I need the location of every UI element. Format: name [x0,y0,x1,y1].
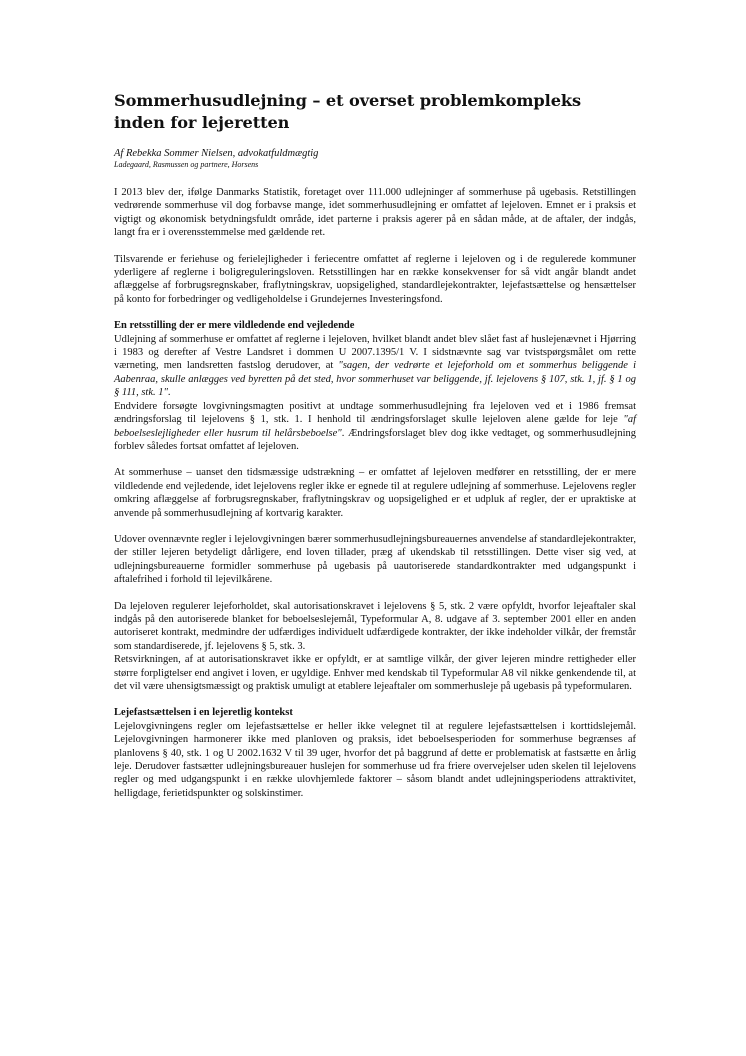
paragraph-vildledende: At sommerhuse – uanset den tidsmæssige udstrækning – er omfattet af lejeloven medfører en retsstilling, der er mere vildledende end vejledende, idet lejelovens regler ikke er egnede til at regulere udlejning af sommerhuse. Lejelovens regler omkring aflæggelse af forbrugsregnskaber, fraflytningskrav og uopsigelighed er et udpluk af regler, der er upraktiske at anvende på sommerhusudlejning af kortvarig karakter. [114,467,636,519]
court-quote: "sagen, der vedrørte et lejeforhold om et sommerhus beliggende i Aabenraa, skulle anlægges ved byretten på det sted, hvor sommerhuset var beliggende, jf. lejelovens § 107, stk. 1, jf. § 1 og § 111, stk. 1" [114,360,636,399]
section-heading-lejefastsaettelse: Lejefastsættelsen i en lejeretlig kontekst [114,707,293,719]
paragraph-aendringsforslag [114,400,636,454]
paragraph-retsvirkning: Retsvirkningen, af at autorisationskravet ikke er opfyldt, er at samtlige vilkår, der giver lejeren mindre rettigheder eller større forpligtelser end angivet i loven, er ugyldige. Enhver med kendskab til Typeformular A8 vil nikke genkendende til, at det vil være uhensigtsmæssigt og praktisk umuligt at etablere lejeaftaler om sommerhusleje på ugebasis på typeformularen. [114,654,636,692]
law-quote: "af beboelseslejligheder eller husrum til helårsbeboelse" [114,414,636,439]
paragraph-standardkontrakter: Udover ovennævnte regler i lejelovgivningen bærer sommerhusudlejningsbureauernes anvendelse af standardlejekontrakter, der stiller lejeren betydeligt dårligere, end loven tillader, præg af ukendskab til retsstillingen. Dette viser sig ved, at udlejningsbureauerne formidler sommerhuse på ugebasis på uautoriserede standardkontrakter med udgangspunkt i aftalefrihed i forhold til lejevilkårene. [114,533,636,586]
section-heading-retsstilling: En retsstilling der er mere vildledende end vejledende [114,320,355,332]
article-title: Sommerhusudlejning – et overset problemkompleks inden for lejeretten [114,91,582,132]
paragraph-udlejning-text: Udlejning af sommerhuse er omfattet af reglerne i lejeloven, hvilket blandt andet blev slået fast af huslejenævnet i Hjørring i 1983 og derefter af Vestre Landsret i dommen U 2007.1395/1 V. I sidstnævnte sag var tvistspørgsmålet om rette værneting, men landsretten fastslog derudover, at [114,333,636,372]
paragraph-aendringsforslag-text: Endvidere forsøgte lovgivningsmagten positivt at undtage sommerhusudlejning fra lejeloven ved et i 1986 fremsat ændringsforslag til lejelovens § 1, stk. 1. I henhold til ændringsforslaget skulle lejeloven alene gælde for leje [114,400,636,426]
article-affiliation: Ladegaard, Rasmussen og partnere, Horsens [114,160,259,169]
paragraph-intro: I 2013 blev der, ifølge Danmarks Statistik, foretaget over 111.000 udlejninger af sommerhuse på ugebasis. Retstillingen vedrørende sommerhuse vil dog forbavse mange, idet sommerhusudlejning er omfattet af lejeloven. Emnet er i praksis et vigtigt og økonomisk betydningsfuldt område, idet parterne i praksis agerer på en sådan måde, at de aftaler, der indgås, langt fra er i overensstemmelse med gældende ret. [114,187,636,239]
paragraph-feriehuse: Tilsvarende er feriehuse og ferielejligheder i feriecentre omfattet af reglerne i lejeloven og i de regulerede kommuner yderligere af reglerne i boligreguleringsloven. Retsstillingen har en række konsekvenser for så vidt angår blandt andet aflæggelse af forbrugsregnskaber, fraflytningskrav, uopsigelighed, standardlejekontrakter, lejefastsættelse og hensættelser på konto for forbedringer og vedligeholdelse i Grundejernes Investeringsfond. [114,253,636,305]
document-page [114,90,636,813]
paragraph-udlejning-end: . [167,387,171,399]
article-author: Af Rebekka Sommer Nielsen, advokatfuldmægtig [114,148,319,159]
paragraph-udlejning [114,333,636,400]
paragraph-aendringsforslag-end: . Ændringsforslaget blev dog ikke vedtaget, og sommerhusudlejning forblev således fortsat omfattet af lejeloven. [114,427,636,452]
paragraph-lejefastsaettelse: Lejelovgivningens regler om lejefastsættelse er heller ikke velegnet til at regulere lejefastsættelsen i korttidslejemål. Lejelovgivningen harmonerer ikke med planloven og praksis, idet beboelsesperioden for sommerhuse begrænses af planlovens § 40, stk. 1 og U 2002.1632 V til 39 uger, hvorfor det på baggrund af dette er problematisk at fastsætte en årlig leje. Derudover fastsætter udlejningsbureauer huslejen for sommerhuse ud fra friere overvejelser uden skelen til lejelovens regler og med udgangspunkt i en række ulovhjemlede faktorer – såsom blandt andet udlejningsperiodens attraktivitet, helligdage, ferietidspunkter og solskinstimer. [114,720,636,799]
paragraph-autorisationskrav: Da lejeloven regulerer lejeforholdet, skal autorisationskravet i lejelovens § 5, stk. 2 være opfyldt, hvorfor lejeaftaler skal indgås på den autoriserede blanket for beboelseslejemål, Typeformular A, 8. udgave af 3. september 2001 eller en anden autoriseret kontrakt, medmindre der udfærdiges individuelt udfærdigede kontrakter, der ikke indeholder vilkår, der fremstår som standardiserede, jf. lejelovens § 5, stk. 3. [114,600,636,652]
